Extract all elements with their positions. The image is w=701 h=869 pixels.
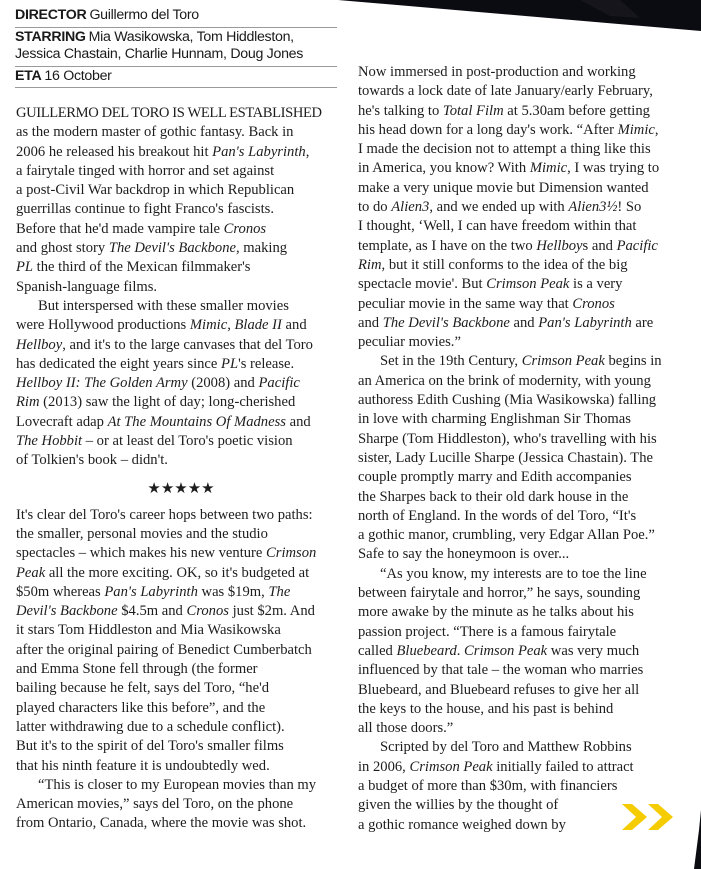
text-line: $50m whereas Pan's Labyrinth was $19m, The bbox=[16, 583, 291, 600]
paragraph-intro bbox=[16, 104, 346, 297]
text-line: a budget of more than $30m, with financiers bbox=[358, 777, 618, 794]
text-line: Spanish-language films. bbox=[16, 278, 158, 295]
text-line: It's clear del Toro's career hops between two paths: bbox=[16, 506, 313, 523]
text-line: in America, you know? With Mimic, I was trying to bbox=[358, 160, 660, 177]
article-column-left bbox=[16, 104, 346, 834]
text-line: American movies,” says del Toro, on the phone bbox=[16, 796, 294, 813]
text-line: authoress Edith Cushing (Mia Wasikowska) falling bbox=[358, 392, 657, 409]
paragraph-quote-european bbox=[16, 776, 346, 834]
text-line: played characters like this before”, and the bbox=[16, 699, 266, 716]
text-line: But interspersed with these smaller movies bbox=[38, 297, 289, 314]
text-line: Now immersed in post-production and working bbox=[358, 64, 636, 80]
text-line: as the modern master of gothic fantasy. Back in bbox=[16, 124, 294, 141]
text-line: an America on the brink of modernity, with young bbox=[358, 372, 651, 389]
text-line: and Emma Stone fell through (the former bbox=[16, 661, 258, 678]
text-line: a fairytale tinged with horror and set against bbox=[16, 162, 275, 179]
text-line: of Tolkien's book – didn't. bbox=[16, 452, 168, 469]
text-line: the keys to the house, and his past is behind bbox=[358, 700, 614, 717]
text-line: Rim, but it still conforms to the idea of the big bbox=[358, 256, 628, 273]
text-line: spectacle movie'. But Crimson Peak is a very bbox=[358, 276, 623, 293]
star-rating: ★★★★★ bbox=[147, 478, 215, 497]
text-line: The Hobbit – or at least del Toro's poetic vision bbox=[16, 433, 293, 450]
credit-starring bbox=[15, 28, 337, 67]
text-line: peculiar movies.” bbox=[358, 334, 461, 351]
text-line: Lovecraft adap At The Mountains Of Madness and bbox=[16, 413, 311, 430]
text-line: in 2006, Crimson Peak initially failed to attract bbox=[358, 758, 634, 775]
text-line: Scripted by del Toro and Matthew Robbins bbox=[380, 739, 632, 756]
text-line: “This is closer to my European movies than my bbox=[38, 776, 317, 793]
text-line: Safe to say the honeymoon is over... bbox=[358, 546, 570, 563]
text-line: Rim (2013) saw the light of day; long-cherished bbox=[16, 394, 296, 411]
text-line: were Hollywood productions Mimic, Blade II and bbox=[16, 317, 307, 334]
director-label: DIRECTOR bbox=[15, 7, 87, 23]
text-line: peculiar movie in the same way that Cronos bbox=[358, 295, 615, 312]
text-line: Sharpe (Tom Hiddleston), who's travelling with his bbox=[358, 430, 657, 447]
eta-value: 16 October bbox=[44, 67, 112, 84]
paragraph-hollywood bbox=[16, 297, 346, 471]
text-line: called Bluebeard. Crimson Peak was very much bbox=[358, 642, 640, 659]
text-line: “As you know, my interests are to toe the line bbox=[380, 565, 647, 582]
text-line: more awake by the minute as he talks about his bbox=[358, 604, 634, 621]
text-line: GUILLERMO DEL TORO IS WELL ESTABLISHED bbox=[16, 105, 322, 121]
text-line: a post-Civil War backdrop in which Republican bbox=[16, 182, 295, 199]
text-line: Bluebeard, and Bluebeard refuses to give her all bbox=[358, 681, 640, 698]
text-line: couple promptly marry and Edith accompanies bbox=[358, 469, 632, 486]
text-line: that his ninth feature it is undoubtedly wed. bbox=[16, 757, 270, 774]
text-line: after the original pairing of Benedict Cumberbatch bbox=[16, 641, 312, 658]
text-line: towards a lock date of late January/early February, bbox=[358, 83, 653, 100]
text-line: he's talking to Total Film at 5.30am before getting bbox=[358, 102, 650, 119]
text-line: Devil's Backbone $4.5m and Cronos just $2m. And bbox=[16, 603, 315, 620]
director-value: Guillermo del Toro bbox=[89, 7, 199, 23]
starring-label: STARRING bbox=[15, 28, 86, 45]
text-line: passion project. “There is a famous fairytale bbox=[358, 623, 617, 640]
text-line: north of England. In the words of del Toro, “It's bbox=[358, 507, 637, 524]
text-line: between fairytale and horror,” he says, sounding bbox=[358, 585, 641, 602]
text-line: has dedicated the eight years since PL's release. bbox=[16, 355, 295, 372]
article-column-right bbox=[358, 63, 692, 835]
text-line: guerrillas continue to fight Franco's fascists. bbox=[16, 201, 274, 218]
text-line: latter withdrawing due to a schedule conflict). bbox=[16, 718, 285, 735]
text-line: I made the decision not to attempt a thing like this bbox=[358, 141, 651, 158]
credit-eta bbox=[15, 67, 337, 89]
text-line: 2006 he released his breakout hit Pan's Labyrinth, bbox=[16, 143, 310, 160]
credits-box bbox=[15, 6, 337, 88]
text-line: the smaller, personal movies and the studio bbox=[16, 525, 268, 542]
starring-value-line1: Mia Wasikowska, Tom Hiddleston, bbox=[88, 28, 294, 45]
text-line: all those doors.” bbox=[358, 720, 454, 737]
text-line: in love with charming Englishman Sir Thomas bbox=[358, 411, 631, 428]
text-line: But it's to the spirit of del Toro's smaller films bbox=[16, 738, 284, 755]
text-line: and The Devil's Backbone and Pan's Labyrinth are bbox=[358, 314, 654, 331]
credit-director bbox=[15, 6, 337, 28]
text-line: Hellboy II: The Golden Army (2008) and Pacific bbox=[16, 375, 300, 392]
paragraph-plot bbox=[358, 352, 692, 564]
text-line: I thought, ‘Well, I can have freedom within that bbox=[358, 218, 637, 235]
paragraph-career bbox=[16, 506, 346, 776]
text-line: to do Alien3, and we ended up with Alien3½! So bbox=[358, 199, 642, 216]
text-line: spectacles – which makes his new venture Crimson bbox=[16, 545, 317, 562]
text-line: Hellboy, and it's to the large canvases that del Toro bbox=[16, 336, 313, 353]
text-line: influenced by that tale – the woman who marries bbox=[358, 662, 644, 679]
text-line: and ghost story The Devil's Backbone, making bbox=[16, 240, 288, 257]
starring-value-line2: Jessica Chastain, Charlie Hunnam, Doug Jones bbox=[15, 46, 304, 62]
text-line: bailing because he felt, says del Toro, “he'd bbox=[16, 680, 269, 697]
text-line: PL the third of the Mexican filmmaker's bbox=[16, 259, 251, 276]
text-line: Set in the 19th Century, Crimson Peak begins in bbox=[380, 353, 662, 370]
text-line: a gothic romance weighed down by bbox=[358, 816, 566, 833]
text-line: make a very unique movie but Dimension wanted bbox=[358, 179, 649, 196]
text-line: from Ontario, Canada, where the movie was shot. bbox=[16, 815, 307, 832]
text-line: sister, Lady Lucille Sharpe (Jessica Chastain). The bbox=[358, 449, 653, 466]
text-line: the Sharpes back to their old dark house in the bbox=[358, 488, 629, 505]
page-edge-shadow bbox=[690, 810, 701, 869]
text-line: given the willies by the thought of bbox=[358, 797, 559, 814]
text-line: it stars Tom Hiddleston and Mia Wasikowska bbox=[16, 622, 281, 639]
paragraph-post-production bbox=[358, 63, 692, 352]
eta-label: ETA bbox=[15, 67, 42, 84]
text-line: a gothic manor, crumbling, very Edgar Allan Poe.” bbox=[358, 527, 655, 544]
paragraph-fairytale bbox=[358, 565, 692, 739]
text-line: template, as I have on the two Hellboys and Pacific bbox=[358, 237, 658, 254]
text-line: his head down for a long day's work. “After Mimic, bbox=[358, 121, 659, 138]
text-line: Before that he'd made vampire tale Cronos bbox=[16, 220, 267, 237]
text-line: Peak all the more exciting. OK, so it's budgeted at bbox=[16, 564, 310, 581]
double-chevron-right-icon bbox=[620, 800, 678, 834]
